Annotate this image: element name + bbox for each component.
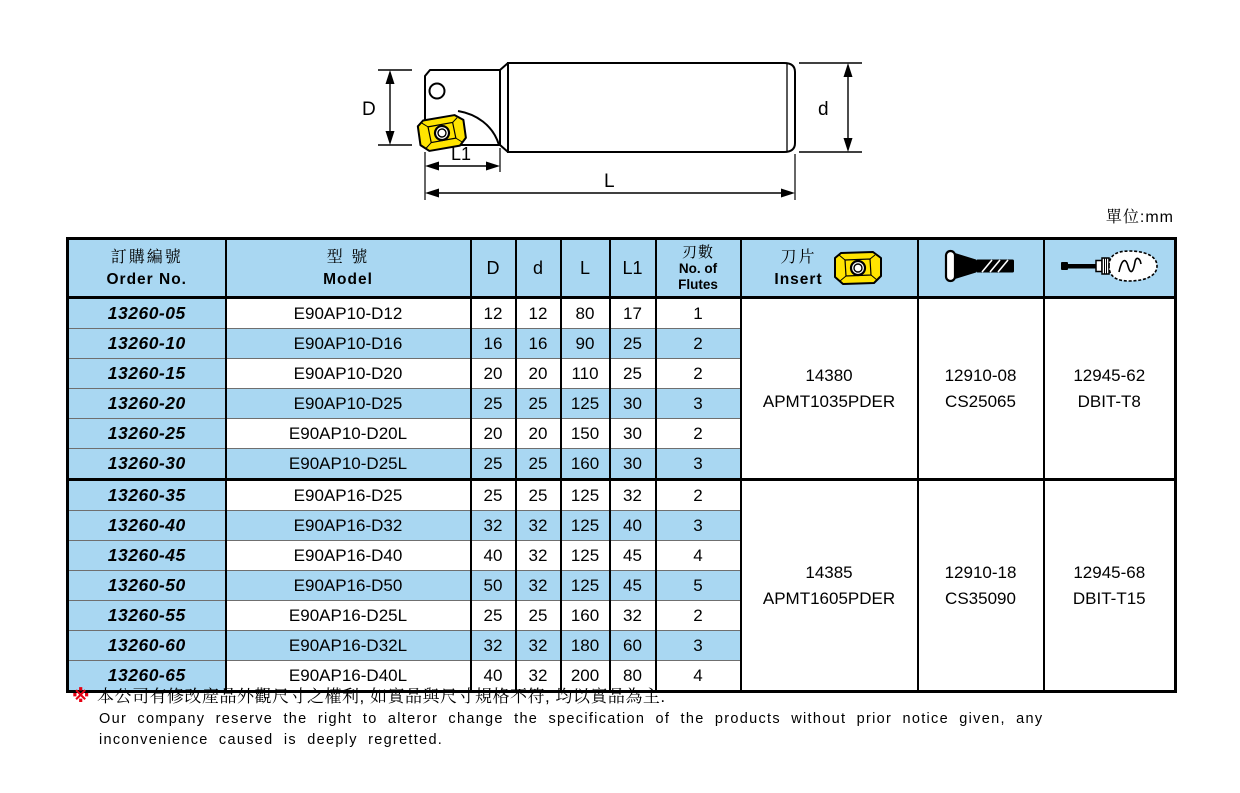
dim-d-cell: 16	[516, 329, 561, 359]
dim-D-cell: 50	[471, 571, 516, 601]
dim-D-cell: 25	[471, 389, 516, 419]
order-no-cell: 13260-20	[68, 389, 226, 419]
flutes-cell: 2	[656, 359, 741, 389]
order-no-cell: 13260-05	[68, 298, 226, 329]
model-cell: E90AP10-D12	[226, 298, 471, 329]
dim-d-cell: 12	[516, 298, 561, 329]
order-no-cell: 13260-45	[68, 541, 226, 571]
model-cell: E90AP10-D20L	[226, 419, 471, 449]
dim-L1-cell: 40	[610, 511, 656, 541]
dim-D-cell: 20	[471, 359, 516, 389]
dim-L-cell: 125	[561, 511, 610, 541]
flutes-cell: 3	[656, 511, 741, 541]
screw-group-cell: 12910-18 CS35090	[918, 480, 1044, 692]
dim-d-cell: 25	[516, 449, 561, 480]
flutes-cell: 3	[656, 389, 741, 419]
model-cell: E90AP16-D25L	[226, 601, 471, 631]
flutes-cell: 1	[656, 298, 741, 329]
dim-L1-cell: 60	[610, 631, 656, 661]
dim-L1-cell: 45	[610, 571, 656, 601]
dim-L1-cell: 30	[610, 449, 656, 480]
order-no-cell: 13260-60	[68, 631, 226, 661]
dim-L-cell: 150	[561, 419, 610, 449]
model-cell: E90AP10-D25L	[226, 449, 471, 480]
dim-L-cell: 80	[561, 298, 610, 329]
dim-d-cell: 25	[516, 480, 561, 511]
dim-L1-cell: 32	[610, 480, 656, 511]
dim-D-cell: 25	[471, 480, 516, 511]
dim-D-cell: 25	[471, 601, 516, 631]
model-cell: E90AP16-D32L	[226, 631, 471, 661]
footnote-en-line2: inconvenience caused is deeply regretted.	[99, 732, 444, 748]
col-header-screw	[918, 239, 1044, 298]
model-cell: E90AP10-D20	[226, 359, 471, 389]
table-row	[68, 480, 1176, 511]
order-no-cell: 13260-65	[68, 661, 226, 692]
dim-d-cell: 25	[516, 601, 561, 631]
flutes-cell: 4	[656, 541, 741, 571]
col-header-driver	[1044, 239, 1176, 298]
dim-d-cell: 32	[516, 541, 561, 571]
dim-d-cell: 20	[516, 419, 561, 449]
driver-group-cell: 12945-62 DBIT-T8	[1044, 298, 1176, 480]
dim-L-cell: 160	[561, 601, 610, 631]
dim-L1-cell: 30	[610, 389, 656, 419]
order-no-cell: 13260-50	[68, 571, 226, 601]
model-cell: E90AP16-D40L	[226, 661, 471, 692]
model-cell: E90AP16-D40	[226, 541, 471, 571]
dim-L1-cell: 25	[610, 329, 656, 359]
dim-d-cell: 32	[516, 571, 561, 601]
order-no-cell: 13260-10	[68, 329, 226, 359]
spec-table	[66, 237, 1177, 693]
dim-L1-cell: 32	[610, 601, 656, 631]
dim-d-cell: 32	[516, 631, 561, 661]
order-no-cell: 13260-55	[68, 601, 226, 631]
dim-L-cell: 125	[561, 389, 610, 419]
model-cell: E90AP10-D16	[226, 329, 471, 359]
flutes-cell: 5	[656, 571, 741, 601]
flutes-cell: 4	[656, 661, 741, 692]
dim-d-cell: 32	[516, 661, 561, 692]
footnote-zh: ※ 本公司有修改產品外觀尺寸之權利, 如實品與尺寸規格不符, 均以實品為主.	[72, 686, 666, 706]
flutes-cell: 3	[656, 631, 741, 661]
dim-L-cell: 200	[561, 661, 610, 692]
dim-D-cell: 32	[471, 511, 516, 541]
col-header-flutes: 刃數 No. of Flutes	[656, 239, 741, 298]
dim-D-label: D	[362, 99, 376, 120]
flutes-cell: 2	[656, 601, 741, 631]
dim-d-label: d	[818, 99, 829, 120]
dim-L-cell: 90	[561, 329, 610, 359]
header-row	[68, 239, 1176, 298]
dim-L-cell: 125	[561, 480, 610, 511]
cutter-shank	[508, 63, 795, 152]
dim-L-cell: 125	[561, 541, 610, 571]
col-header-L: L	[561, 239, 610, 298]
dim-L	[425, 154, 795, 200]
order-no-cell: 13260-25	[68, 419, 226, 449]
footnote	[72, 684, 1182, 751]
order-no-cell: 13260-40	[68, 511, 226, 541]
order-no-cell: 13260-15	[68, 359, 226, 389]
note-marker: ※	[72, 686, 90, 706]
dim-D	[362, 70, 412, 145]
flutes-cell: 2	[656, 480, 741, 511]
flutes-cell: 3	[656, 449, 741, 480]
dim-D-cell: 32	[471, 631, 516, 661]
dim-L1-cell: 17	[610, 298, 656, 329]
dim-L-cell: 125	[561, 571, 610, 601]
col-header-model: 型 號 Model	[226, 239, 471, 298]
dim-L-cell: 110	[561, 359, 610, 389]
dim-L1-cell: 25	[610, 359, 656, 389]
screw-hole	[430, 84, 445, 99]
dim-L1-cell: 45	[610, 541, 656, 571]
model-cell: E90AP10-D25	[226, 389, 471, 419]
dim-L1-label: L1	[451, 144, 472, 164]
col-header-L1: L1	[610, 239, 656, 298]
dim-L-label: L	[604, 171, 615, 192]
dim-L1-cell: 30	[610, 419, 656, 449]
model-cell: E90AP16-D25	[226, 480, 471, 511]
order-no-cell: 13260-30	[68, 449, 226, 480]
insert-icon	[832, 249, 884, 287]
dim-D-cell: 16	[471, 329, 516, 359]
screw-icon	[942, 246, 1020, 286]
dim-d-cell: 25	[516, 389, 561, 419]
insert-group-cell: 14380 APMT1035PDER	[741, 298, 918, 480]
torx-driver-icon	[1059, 246, 1159, 286]
col-header-insert: 刀片 Insert	[741, 239, 918, 298]
dim-d-cell: 20	[516, 359, 561, 389]
dim-L1-cell: 80	[610, 661, 656, 692]
dim-L-cell: 160	[561, 449, 610, 480]
dim-D-cell: 20	[471, 419, 516, 449]
screw-group-cell: 12910-08 CS25065	[918, 298, 1044, 480]
col-header-order: 訂購編號 Order No.	[68, 239, 226, 298]
driver-group-cell: 12945-68 DBIT-T15	[1044, 480, 1176, 692]
model-cell: E90AP16-D50	[226, 571, 471, 601]
table-row	[68, 298, 1176, 329]
flutes-cell: 2	[656, 419, 741, 449]
dim-D-cell: 40	[471, 541, 516, 571]
dim-d	[799, 63, 862, 152]
flutes-cell: 2	[656, 329, 741, 359]
order-no-cell: 13260-35	[68, 480, 226, 511]
dim-D-cell: 25	[471, 449, 516, 480]
dim-L-cell: 180	[561, 631, 610, 661]
insert-group-cell: 14385 APMT1605PDER	[741, 480, 918, 692]
unit-label: 單位:mm	[1105, 209, 1174, 226]
cutter-diagram	[356, 48, 876, 213]
col-header-d: d	[516, 239, 561, 298]
dim-d-cell: 32	[516, 511, 561, 541]
dim-D-cell: 12	[471, 298, 516, 329]
dim-D-cell: 40	[471, 661, 516, 692]
col-header-D: D	[471, 239, 516, 298]
model-cell: E90AP16-D32	[226, 511, 471, 541]
cutter-head	[417, 70, 500, 152]
footnote-en-line1: Our company reserve the right to alteror change the specification of the products without prior notice given, any	[99, 711, 1044, 727]
